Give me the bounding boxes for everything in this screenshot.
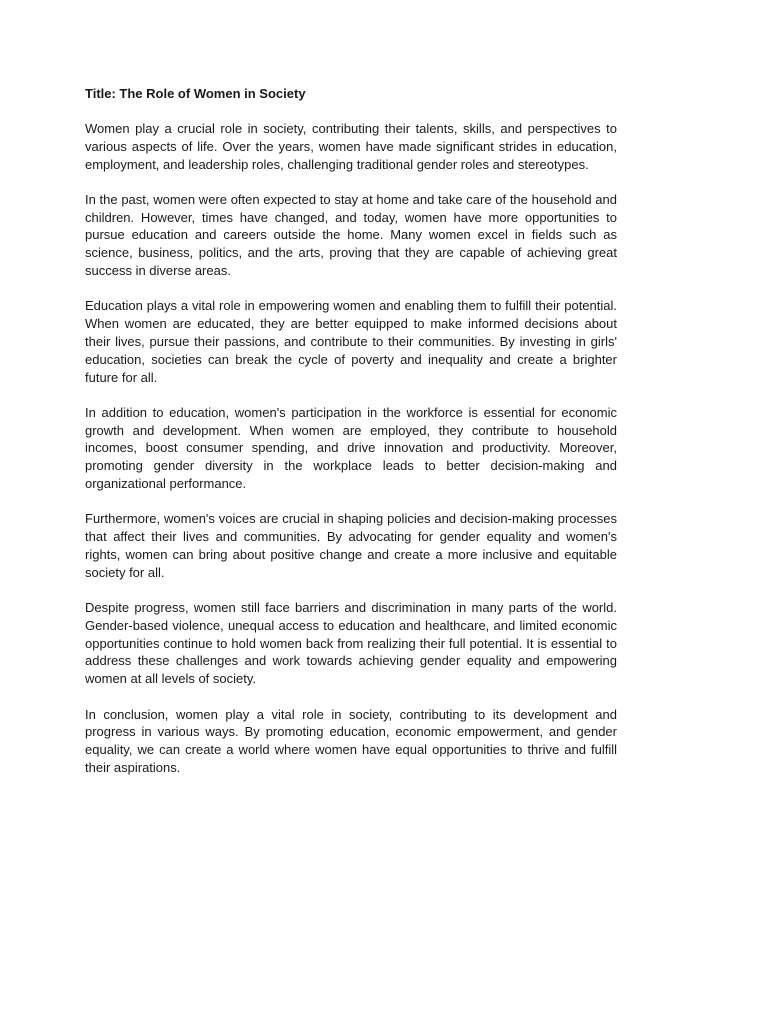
document-page <box>85 85 617 794</box>
paragraph-1: Women play a crucial role in society, contributing their talents, skills, and perspectives to various aspects of life. Over the years, women have made significant strides in education, employment, and leadership roles, challenging traditional gender roles and stereotypes. <box>85 121 617 172</box>
paragraph-5: Furthermore, women's voices are crucial in shaping policies and decision-making processes that affect their lives and communities. By advocating for gender equality and women's rights, women can bring about positive change and create a more inclusive and equitable society for all. <box>85 511 617 580</box>
paragraph-2: In the past, women were often expected to stay at home and take care of the household and children. However, times have changed, and today, women have more opportunities to pursue education and careers outside the home. Many women excel in fields such as science, business, politics, and the arts, proving that they are capable of achieving great success in diverse areas. <box>85 191 617 279</box>
paragraph-4: In addition to education, women's participation in the workforce is essential for economic growth and development. When women are employed, they contribute to household incomes, boost consumer spending, and drive innovation and productivity. Moreover, promoting gender diversity in the workplace leads to better decision-making and organizational performance. <box>85 404 617 492</box>
document-title: Title: The Role of Women in Society <box>85 86 306 101</box>
paragraph-7: In conclusion, women play a vital role in society, contributing to its development and progress in various ways. By promoting education, economic empowerment, and gender equality, we can create a world where women have equal opportunities to thrive and fulfill their aspirations. <box>85 706 617 775</box>
paragraph-6: Despite progress, women still face barriers and discrimination in many parts of the world. Gender-based violence, unequal access to education and healthcare, and limited economic opportunities continue to hold women back from realizing their full potential. It is essential to address these challenges and work towards achieving gender equality and empowering women at all levels of society. <box>85 600 617 687</box>
paragraph-3: Education plays a vital role in empowering women and enabling them to fulfill their potential. When women are educated, they are better equipped to make informed decisions about their lives, pursue their passions, and contribute to their communities. By investing in girls' education, societies can break the cycle of poverty and inequality and create a brighter future for all. <box>85 298 617 385</box>
